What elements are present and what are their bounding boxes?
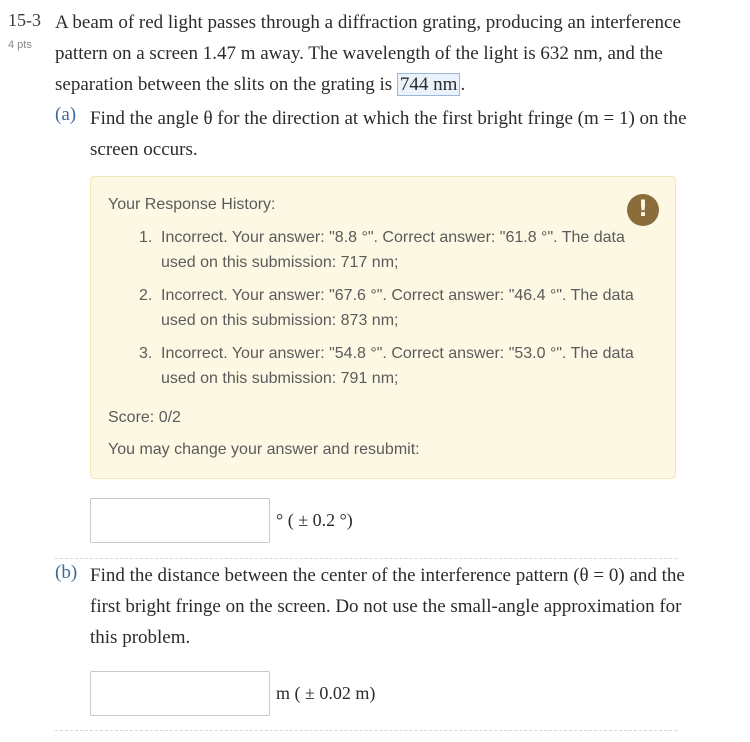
resubmit-text: You may change your answer and resubmit: xyxy=(108,441,420,458)
question-points: 4 pts xyxy=(8,39,32,51)
history-item-text: Incorrect. Your answer: "54.8 °". Correct answer: "53.0 °". The data used on this submission: 791 nm; xyxy=(161,345,634,387)
history-item-number: 2. xyxy=(139,287,153,304)
history-item-number: 3. xyxy=(139,345,153,362)
part-b-unit: m ( ± 0.02 m) xyxy=(276,683,376,703)
stem-text: A beam of red light passes through a diffraction grating, producing an interference pattern on a screen 1.47 m away. The wavelength of the light is 632 nm, and the separation between the slits on the grating is xyxy=(55,12,681,95)
history-item-text: Incorrect. Your answer: "8.8 °". Correct answer: "61.8 °". The data used on this submission: 717 nm; xyxy=(161,229,625,271)
part-b-text: Find the distance between the center of the interference pattern (θ = 0) and the first bright fringe on the screen. Do not use the small-angle approximation for this problem. xyxy=(90,565,685,648)
part-a-unit: ° ( ± 0.2 °) xyxy=(276,510,353,530)
question-number: 15-3 xyxy=(8,10,41,30)
highlighted-value: 744 nm xyxy=(397,73,461,96)
history-title: Your Response History: xyxy=(108,196,276,213)
response-history-panel xyxy=(90,176,676,479)
history-item xyxy=(139,341,659,391)
part-b-label: (b) xyxy=(55,562,78,583)
divider xyxy=(55,558,677,559)
exclamation-icon: ! xyxy=(627,194,659,226)
part-b-answer-input[interactable] xyxy=(90,671,270,716)
history-item-number: 1. xyxy=(139,229,153,246)
part-a-answer-input[interactable] xyxy=(90,498,270,543)
part-a-label: (a) xyxy=(55,104,77,125)
divider xyxy=(55,730,677,731)
history-item xyxy=(139,225,659,275)
score-text: Score: 0/2 xyxy=(108,409,181,426)
stem-end: . xyxy=(460,74,466,95)
part-a-text: Find the angle θ for the direction at which the first bright fringe (m = 1) on the screen occurs. xyxy=(90,108,687,160)
history-item xyxy=(139,283,659,333)
history-item-text: Incorrect. Your answer: "67.6 °". Correct answer: "46.4 °". The data used on this submission: 873 nm; xyxy=(161,287,634,329)
question-stem xyxy=(55,7,735,100)
history-list xyxy=(139,225,659,399)
